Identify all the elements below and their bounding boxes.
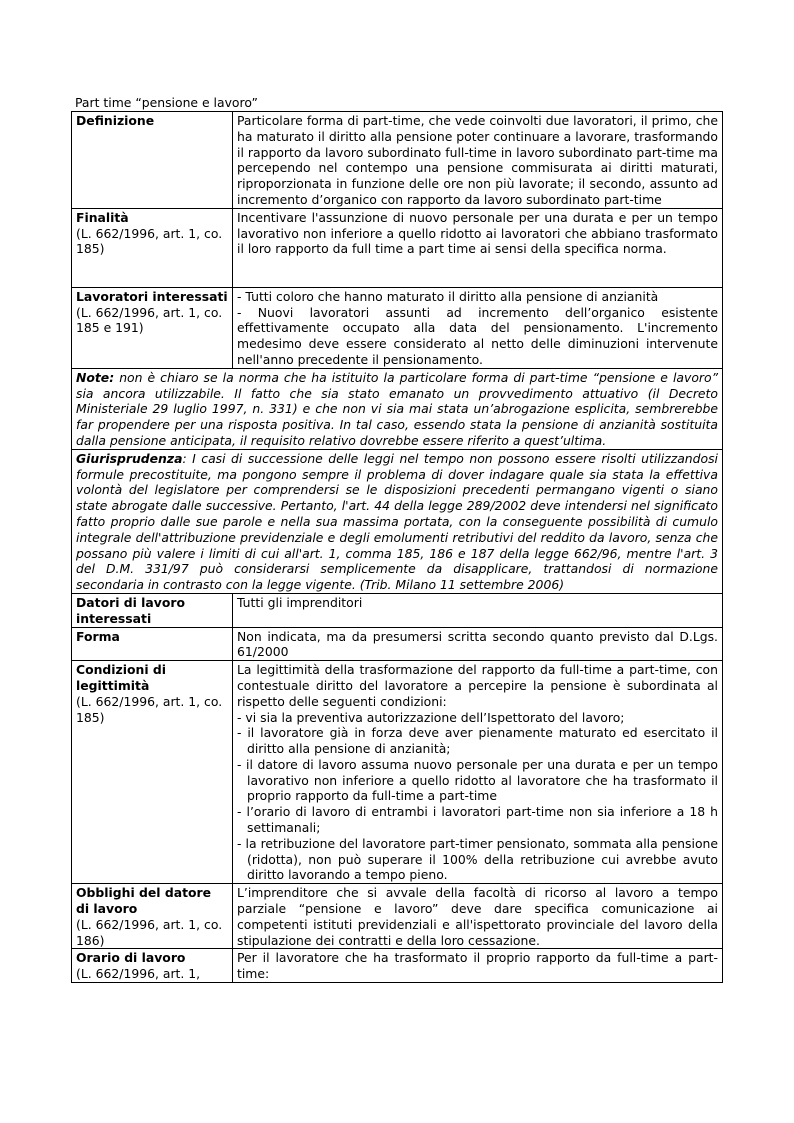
law-reference: (L. 662/1996, art. 1, co. 185) bbox=[76, 225, 223, 257]
table-row bbox=[72, 287, 723, 368]
value-cell: Particolare forma di part-time, che vede coinvolti due lavoratori, il primo, che ha maturato il diritto alla pensione poter continuare a lavorare, trasformando il rapporto da lavoro subordinato full-time in lavoro subordinato part-time ma percependo nel contempo una pensione commisurata ai diritti maturati, riproporzionata in funzione delle ore non più lavorate; il secondo, assunto ad incremento d’organico con rapporto da lavoro subordinato part-time bbox=[233, 112, 723, 209]
value-cell: Tutti gli imprenditori bbox=[233, 593, 723, 627]
label-cell bbox=[72, 884, 233, 949]
row-label: Orario di lavoro bbox=[76, 950, 186, 966]
list-item: - vi sia la preventiva autorizzazione dell’Ispettorato del lavoro; bbox=[237, 709, 625, 725]
table-row bbox=[72, 368, 723, 449]
law-reference: (L. 662/1996, art. 1, co. 186) bbox=[76, 916, 223, 948]
row-label: Forma bbox=[76, 628, 120, 644]
label-cell bbox=[72, 112, 233, 209]
conditions-intro: La legittimità della trasformazione del rapporto da full-time a part-time, con contestuale diritto del lavoratore a percepire la pensione è subordinata al rispetto delle seguenti condizioni: bbox=[237, 662, 718, 709]
row-label: Condizioni di legittimità bbox=[76, 662, 167, 693]
table-row bbox=[72, 208, 723, 287]
value-cell bbox=[233, 287, 723, 368]
table-row bbox=[72, 112, 723, 209]
table-row bbox=[72, 627, 723, 661]
row-label: Finalità bbox=[76, 209, 129, 225]
list-item: - Nuovi lavoratori assunti ad incremento dell’organico esistente effettivamente occupato alla data del pensionamento. L'incremento medesimo deve essere considerato al netto delle diminuzioni intervenute nell'anno precedente il pensionamento. bbox=[237, 304, 718, 367]
table-row bbox=[72, 884, 723, 949]
list-item: - il lavoratore già in forza deve aver pienamente maturato ed esercitato il diritto alla pensione di anzianità; bbox=[237, 725, 718, 757]
value-cell: Per il lavoratore che ha trasformato il proprio rapporto da full-time a part-time: bbox=[233, 949, 723, 983]
label-cell bbox=[72, 593, 233, 627]
row-label: Lavoratori interessati bbox=[76, 288, 228, 304]
note-text: non è chiaro se la norma che ha istituito la particolare forma di part-time “pensione e lavoro” sia ancora utilizzabile. Il fatto che sia stato emanato un provvedimento attuativo (il Decreto Ministeriale 29 luglio 1997, n. 331) e che non vi sia mai stata un’abrogazione esplicita, sembrerebbe far propendere per una risposta positiva. In tal caso, essendo stata la pensione di anzianità sostituita dalla pensione anticipata, il requisito relativo dovrebbe essere riferito a quest’ultima. bbox=[76, 369, 718, 448]
label-cell bbox=[72, 949, 233, 983]
table-row bbox=[72, 949, 723, 983]
law-reference: (L. 662/1996, art. 1, bbox=[76, 966, 201, 982]
note-label: Note: bbox=[76, 369, 115, 385]
law-reference: (L. 662/1996, art. 1, co. 185) bbox=[76, 693, 223, 725]
list-item: - la retribuzione del lavoratore part-timer pensionato, sommata alla pensione (ridotta), non può superare il 100% della retribuzione cui avrebbe avuto diritto lavorando a tempo pieno. bbox=[237, 835, 718, 883]
label-cell bbox=[72, 208, 233, 287]
table-row bbox=[72, 449, 723, 593]
value-cell: L’imprenditore che si avvale della facoltà di ricorso al lavoro a tempo parziale “pensione e lavoro” deve dare specifica comunicazione ai competenti istituti previdenziali e all'ispettorato provinciale del lavoro della stipulazione dei contratti e della loro cessazione. bbox=[233, 884, 723, 949]
value-cell bbox=[233, 661, 723, 884]
label-cell bbox=[72, 661, 233, 884]
note-cell bbox=[72, 368, 723, 449]
value-cell: Incentivare l'assunzione di nuovo personale per una durata e per un tempo lavorativo non inferiore a quello ridotto ai lavoratori che abbiano trasformato il loro rapporto da full time a part time ai sensi della specifica norma. bbox=[233, 208, 723, 287]
row-label: Definizione bbox=[76, 113, 155, 128]
law-reference: (L. 662/1996, art. 1, co. 185 e 191) bbox=[76, 304, 223, 336]
page-title: Part time “pensione e lavoro” bbox=[75, 95, 258, 110]
info-table bbox=[71, 111, 723, 983]
row-label: Obblighi del datore di lavoro bbox=[76, 885, 212, 917]
table-row bbox=[72, 661, 723, 884]
list-item: - l’orario di lavoro di entrambi i lavoratori part-time non sia inferiore a 18 h settimanali; bbox=[237, 804, 718, 836]
case-law-text: : I casi di successione delle leggi nel tempo non possono essere risolti utilizzandosi formule precostituite, ma pongono sempre il problema di dover indagare quale sia stata la effettiva volontà del legislatore per comprendersi se le disposizioni precedenti permangano vigenti o siano state abrogate dalle successive. Pertanto, l'art. 44 della legge 289/2002 deve intendersi nel significato fatto proprio dalle sue parole e nella sua massima portata, con la conseguente possibilità di cumulo integrale dell'attribuzione previdenziale e degli emolumenti retributivi del reddito da lavoro, senza che possano più valere i limiti di cui all'art. 1, comma 185, 186 e 187 della legge 662/96, mentre l'art. 3 del D.M. 331/97 può considerarsi semplicemente da disapplicare, trattandosi di normazione secondaria in contrasto con la legge vigente. (Trib. Milano 11 settembre 2006) bbox=[76, 450, 718, 593]
case-law-cell bbox=[72, 449, 723, 593]
value-cell: Non indicata, ma da presumersi scritta secondo quanto previsto dal D.Lgs. 61/2000 bbox=[233, 627, 723, 661]
row-label: Datori di lavoro interessati bbox=[76, 594, 186, 626]
label-cell bbox=[72, 627, 233, 661]
case-law-label: Giurisprudenza bbox=[76, 450, 183, 466]
label-cell bbox=[72, 287, 233, 368]
table-row bbox=[72, 593, 723, 627]
list-item: - Tutti coloro che hanno maturato il diritto alla pensione di anzianità bbox=[237, 288, 659, 304]
list-item: - il datore di lavoro assuma nuovo personale per una durata e per un tempo lavorativo non inferiore a quello ridotto al lavoratore che ha trasformato il proprio rapporto da full-time a part-time bbox=[237, 756, 718, 804]
